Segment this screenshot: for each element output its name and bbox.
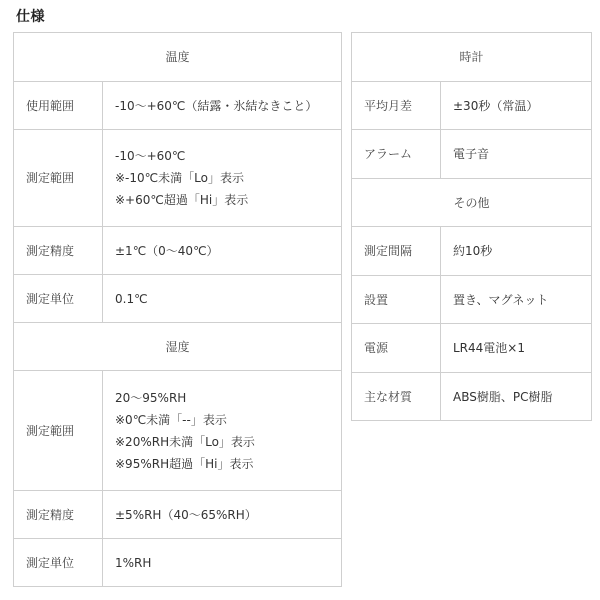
row-label: 測定精度	[14, 491, 103, 539]
row-value	[103, 491, 342, 539]
table-row	[14, 275, 342, 323]
row-value: ±30秒（常温）	[441, 82, 592, 130]
table-row	[352, 227, 592, 276]
table-row	[14, 371, 342, 491]
row-value	[103, 539, 342, 587]
row-label: 主な材質	[352, 373, 441, 421]
value-line: 1%RH	[115, 555, 152, 570]
row-value	[103, 82, 342, 130]
table-row	[14, 130, 342, 227]
row-label: 測定単位	[14, 275, 103, 323]
section-header-other: その他	[352, 179, 592, 227]
table-row	[352, 179, 592, 227]
row-value	[103, 130, 342, 227]
value-line: ※20%RH未満「Lo」表示	[115, 434, 255, 449]
row-label: 平均月差	[352, 82, 441, 130]
row-value: 約10秒	[441, 227, 592, 276]
table-row	[352, 324, 592, 373]
table-row	[14, 33, 342, 82]
value-line: ±1℃（0～40℃）	[115, 243, 219, 258]
value-line: ※0℃未満「--」表示	[115, 412, 227, 427]
table-row	[14, 82, 342, 130]
row-label: 測定範囲	[14, 371, 103, 491]
table-row	[352, 130, 592, 179]
value-line: 0.1℃	[115, 291, 148, 306]
row-label: 測定間隔	[352, 227, 441, 276]
value-line: ※95%RH超過「Hi」表示	[115, 456, 254, 471]
table-row	[352, 276, 592, 324]
spec-table-right	[351, 32, 592, 421]
row-value: 電子音	[441, 130, 592, 179]
table-row	[14, 227, 342, 275]
table-row	[14, 323, 342, 371]
row-value	[103, 227, 342, 275]
table-row	[352, 82, 592, 130]
row-label: 測定精度	[14, 227, 103, 275]
row-label: 使用範囲	[14, 82, 103, 130]
row-label: アラーム	[352, 130, 441, 179]
row-label: 測定単位	[14, 539, 103, 587]
page-title: 仕様	[16, 9, 45, 25]
value-line: 20～95%RH	[115, 390, 187, 405]
row-value: 置き、マグネット	[441, 276, 592, 324]
value-line: -10～+60℃（結露・氷結なきこと）	[115, 98, 318, 113]
row-value	[103, 275, 342, 323]
row-value: LR44電池×1	[441, 324, 592, 373]
row-value	[103, 371, 342, 491]
table-row	[352, 373, 592, 421]
section-header-temperature: 温度	[14, 33, 342, 82]
row-label: 測定範囲	[14, 130, 103, 227]
table-row	[352, 33, 592, 82]
row-label: 設置	[352, 276, 441, 324]
table-row	[14, 539, 342, 587]
table-row	[14, 491, 342, 539]
value-line: ※-10℃未満「Lo」表示	[115, 171, 244, 185]
row-value: ABS樹脂、PC樹脂	[441, 373, 592, 421]
value-line: -10～+60℃	[115, 149, 186, 163]
section-header-clock: 時計	[352, 33, 592, 82]
value-line: ※+60℃超過「Hi」表示	[115, 193, 249, 207]
row-label: 電源	[352, 324, 441, 373]
section-header-humidity: 湿度	[14, 323, 342, 371]
value-line: ±5%RH（40～65%RH）	[115, 507, 257, 522]
spec-table-left	[13, 32, 342, 587]
